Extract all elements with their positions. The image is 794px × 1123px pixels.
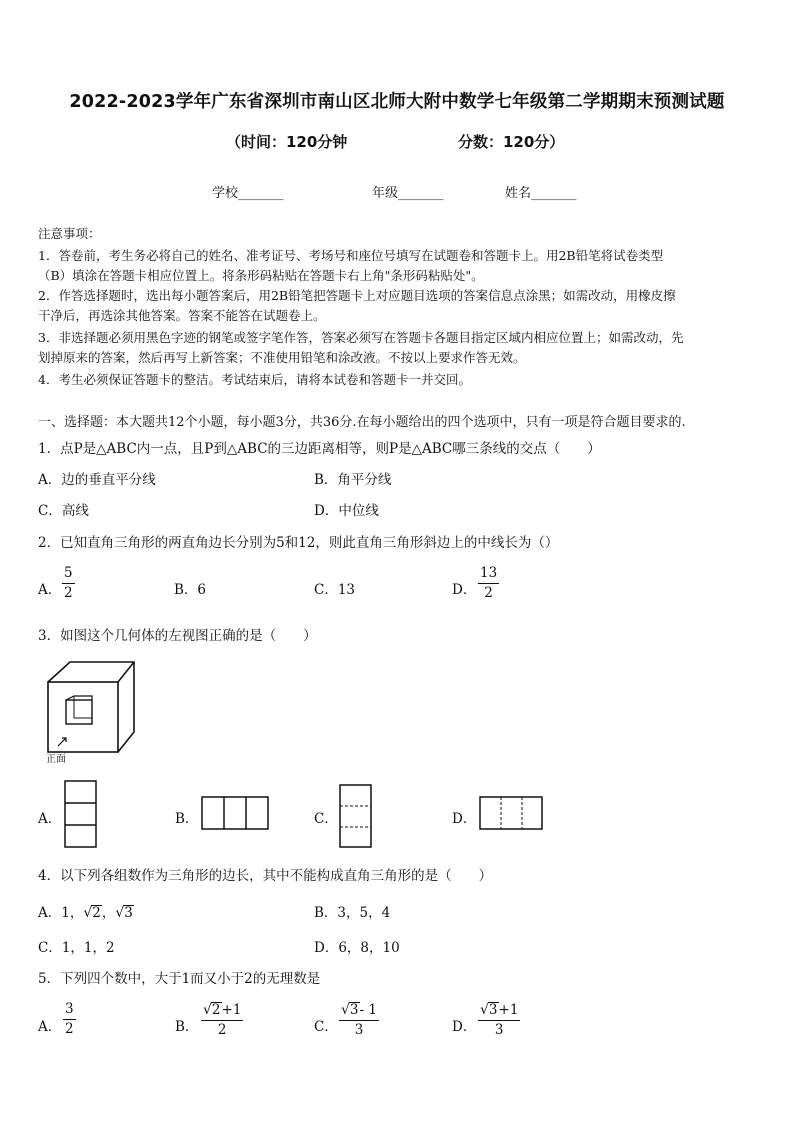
radicand: 3 <box>349 1002 359 1018</box>
numerator <box>478 1002 520 1021</box>
note-line: 1．答卷前，考生务必将自己的姓名、准考证号、考场号和座位号填写在试题卷和答题卡上。用2B铅笔将试卷类型 <box>38 248 664 263</box>
sqrt-icon: √ <box>203 1002 212 1018</box>
q1-option-d: D．中位线 <box>314 503 379 519</box>
numerator: 5 <box>62 567 75 584</box>
q5-option-d-fraction <box>478 1002 520 1037</box>
name-field: 姓名_______ <box>505 186 577 201</box>
front-label: 正面 <box>46 754 66 765</box>
numerator <box>339 1002 379 1021</box>
q3-option-c: C． <box>314 811 338 827</box>
radicand: 3 <box>124 905 133 921</box>
q2-option-b: B．6 <box>174 582 207 598</box>
q5-option-d-label: D． <box>452 1019 477 1035</box>
numerator <box>201 1002 243 1021</box>
notes-heading: 注意事项： <box>38 226 101 241</box>
numerator: 13 <box>478 567 499 584</box>
numerator-rest: +1 <box>221 1002 242 1018</box>
denominator: 2 <box>64 584 73 601</box>
denominator: 2 <box>484 584 493 601</box>
q3-option-c-figure <box>339 784 373 850</box>
q2-option-a-fraction <box>62 567 75 600</box>
separator: ， <box>101 905 116 921</box>
denominator: 3 <box>354 1021 364 1038</box>
q4-option-b: B．3，5，4 <box>314 905 391 921</box>
q5-option-a-fraction <box>63 1003 76 1036</box>
numerator-rest: +1 <box>498 1002 519 1018</box>
section-heading: 一、选择题：本大题共12个小题，每小题3分，共36分.在每小题给出的四个选项中，只有一项是符合题目要求的. <box>38 415 686 430</box>
q1-option-b: B．角平分线 <box>314 472 392 488</box>
q3-option-d: D． <box>452 811 477 827</box>
note-line: 4．考生必须保证答题卡的整洁。考试结束后，请将本试卷和答题卡一并交回。 <box>38 372 471 387</box>
exam-title: 2022-2023学年广东省深圳市南山区北师大附中数学七年级第二学期期末预测试题 <box>69 92 725 112</box>
denominator: 3 <box>494 1021 504 1038</box>
note-line: 2．作答选择题时，选出每小题答案后，用2B铅笔把答题卡上对应题目选项的答案信息点涂黑；如需改动，用橡皮擦 <box>38 288 676 303</box>
q5-option-a-label: A． <box>38 1019 62 1035</box>
q5-option-c-label: C． <box>314 1019 338 1035</box>
note-line: （B）填涂在答题卡相应位置上。将条形码粘贴在答题卡右上角"条形码粘贴处"。 <box>38 268 484 283</box>
score-label: 分数：120分） <box>458 133 565 151</box>
note-line: 3．非选择题必须用黑色字迹的钢笔或签字笔作答，答案必须写在答题卡各题目指定区域内相应位置上；如需改动，先 <box>38 330 684 345</box>
q5-stem: 5．下列四个数中，大于1而又小于2的无理数是 <box>38 971 321 987</box>
note-line: 干净后，再选涂其他答案。答案不能答在试题卷上。 <box>38 308 326 323</box>
sqrt-icon: √ <box>480 1002 489 1018</box>
q5-option-c-fraction <box>339 1002 379 1037</box>
grade-field: 年级_______ <box>372 186 444 201</box>
q4-option-c: C．1，1，2 <box>38 940 115 956</box>
q1-option-c: C．高线 <box>38 503 89 519</box>
q2-option-c: C．13 <box>314 582 356 598</box>
q3-option-b-figure <box>201 796 271 832</box>
q2-option-d-fraction <box>478 567 499 600</box>
sqrt-icon: √ <box>83 905 93 921</box>
q3-option-d-figure <box>479 796 545 832</box>
q5-option-b-label: B． <box>175 1019 199 1035</box>
school-field: 学校_______ <box>212 186 284 201</box>
radicand: 2 <box>92 905 101 921</box>
q3-option-b: B． <box>175 811 199 827</box>
radicand: 2 <box>211 1002 221 1018</box>
q3-option-a: A． <box>38 811 62 827</box>
q4-stem: 4．以下列各组数作为三角形的边长，其中不能构成直角三角形的是（ ） <box>38 868 493 884</box>
note-line: 划掉原来的答案，然后再写上新答案；不准使用铅笔和涂改液。不按以上要求作答无效。 <box>38 350 526 365</box>
sqrt-icon: √ <box>341 1002 350 1018</box>
q4-option-a <box>38 901 134 921</box>
q4-option-a-prefix: A．1， <box>38 905 84 921</box>
denominator: 2 <box>65 1020 74 1037</box>
q2-stem: 2．已知直角三角形的两直角边长分别为5和12，则此直角三角形斜边上的中线长为（） <box>38 535 559 551</box>
radicand: 3 <box>488 1002 498 1018</box>
sqrt-icon: √ <box>115 905 125 921</box>
q5-option-b-fraction <box>201 1002 243 1037</box>
numerator-rest: - 1 <box>359 1002 377 1018</box>
cube-figure <box>44 660 139 760</box>
numerator: 3 <box>63 1003 76 1020</box>
q4-option-d: D．6，8，10 <box>314 940 400 956</box>
q2-option-a-label: A． <box>38 582 62 598</box>
denominator: 2 <box>217 1021 227 1038</box>
q1-stem: 1．点P是△ABC内一点，且P到△ABC的三边距离相等，则P是△ABC哪三条线的交点（ ） <box>38 441 601 457</box>
q3-option-a-figure <box>64 780 98 850</box>
time-label: （时间：120分钟 <box>226 133 348 151</box>
q2-option-d-label: D． <box>452 582 477 598</box>
q1-option-a: A．边的垂直平分线 <box>38 472 156 488</box>
q3-stem: 3．如图这个几何体的左视图正确的是（ ） <box>38 628 317 644</box>
